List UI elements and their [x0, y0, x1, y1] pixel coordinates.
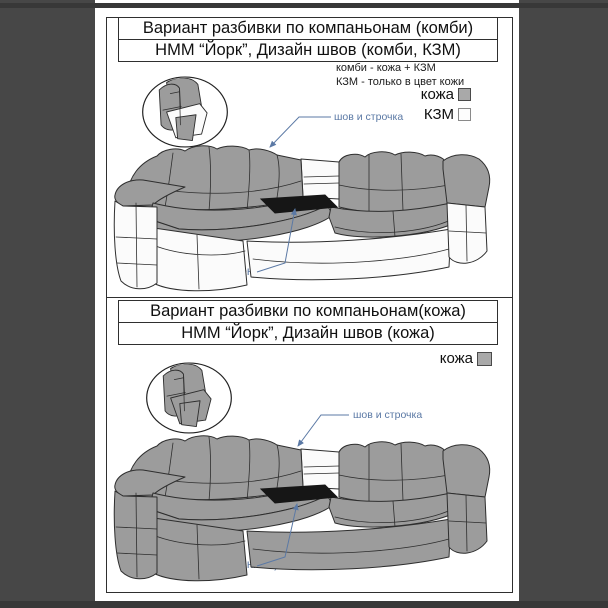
legend-kzm-label: КЗМ — [423, 106, 454, 123]
legend-row-kzm — [424, 106, 471, 123]
legend-row-leather — [440, 350, 492, 367]
seam-detail-circle — [143, 359, 235, 437]
legend-note-combi: комби - кожа + КЗМ — [336, 62, 436, 74]
page-break-top — [0, 3, 608, 8]
legend-leather-label: кожа — [439, 350, 473, 367]
leather-swatch-icon — [458, 88, 471, 101]
panel-combi-subtitle: НММ “Йорк”, Дизайн швов (комби, КЗМ) — [118, 39, 498, 62]
seam-leader-line — [270, 117, 331, 147]
seam-detail-circle — [139, 73, 231, 151]
panel-leather-body — [107, 344, 512, 593]
seam-annotation: шов и строчка — [353, 409, 423, 421]
legend-leather-label: кожа — [420, 86, 454, 103]
legend-note-kzm: КЗМ - только в цвет кожи — [336, 76, 465, 88]
panel-leather — [107, 298, 512, 593]
panel-combi-title: Вариант разбивки по компаньонам (комби) — [118, 17, 498, 40]
panel-combi — [107, 18, 512, 298]
panel-leather-subtitle: НММ “Йорк”, Дизайн швов (кожа) — [118, 322, 498, 345]
seam-annotation: шов и строчка — [334, 111, 404, 123]
sofa-drawing-leather — [113, 435, 503, 585]
kzm-swatch-icon — [458, 108, 471, 121]
panel-combi-body — [107, 60, 512, 297]
legend-row-leather — [421, 86, 471, 103]
leather-swatch-icon — [477, 352, 492, 366]
panel-leather-title: Вариант разбивки по компаньонам(кожа) — [118, 300, 498, 323]
page-break-bottom — [0, 601, 608, 608]
sofa-drawing-combi — [113, 145, 503, 295]
spec-table-frame — [106, 17, 513, 593]
